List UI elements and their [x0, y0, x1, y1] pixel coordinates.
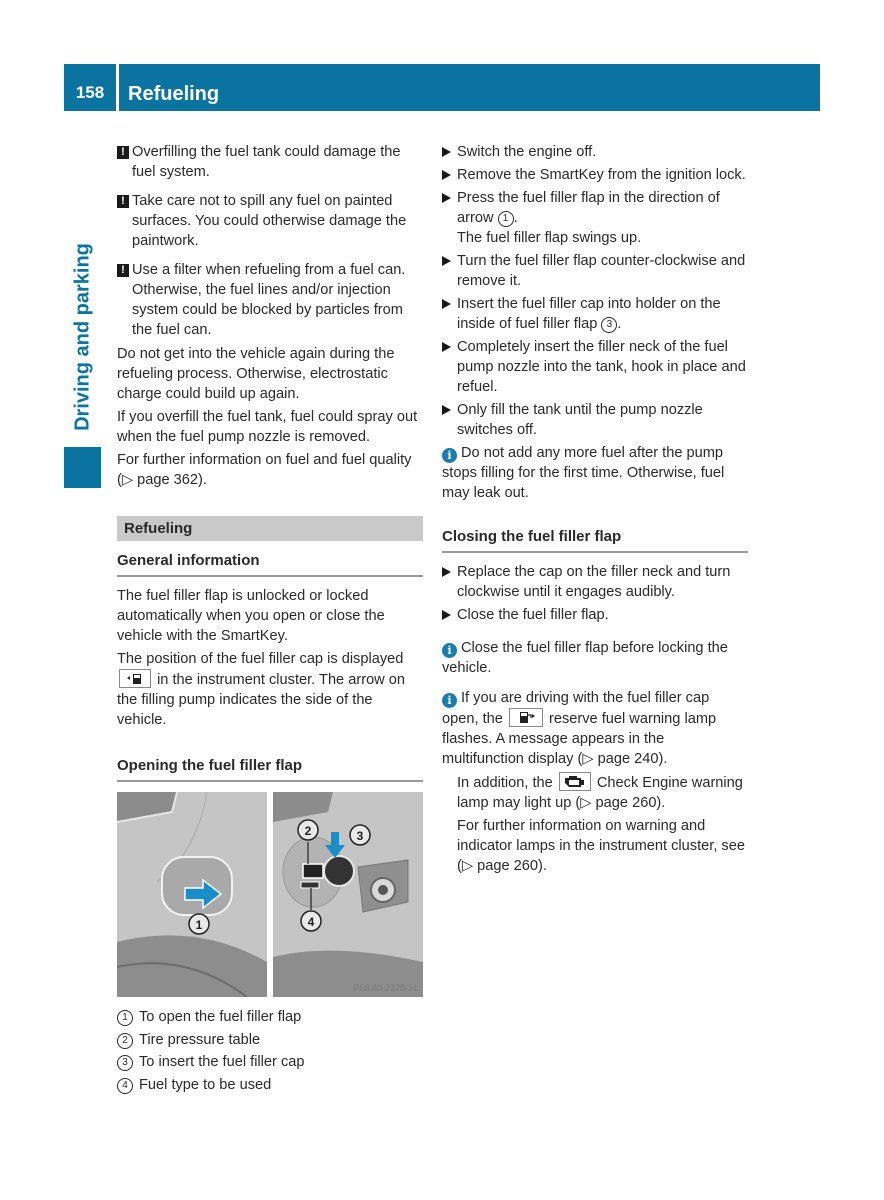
callout-reference: 3	[601, 317, 617, 333]
step-arrow-icon	[442, 147, 451, 157]
chapter-tab-label: Driving and parking	[71, 242, 94, 431]
illustration-panel-open-flap	[273, 792, 423, 997]
figure-code: P58.60-2378-31	[353, 983, 418, 993]
instruction-step	[442, 251, 748, 291]
step-result: The fuel filler flap swings up.	[457, 230, 642, 246]
page-number: 158	[75, 83, 105, 102]
svg-text:3: 3	[356, 829, 364, 843]
illustration-panel-closed-flap	[117, 792, 267, 997]
instruction-step	[442, 562, 748, 602]
legend-item	[117, 1074, 423, 1097]
info-note	[442, 638, 748, 678]
warning-text: Overfilling the fuel tank could damage the fuel system.	[132, 144, 401, 180]
legend-item	[117, 1006, 423, 1029]
step-arrow-icon	[442, 170, 451, 180]
chapter-tab	[64, 235, 102, 438]
info-continuation	[442, 772, 748, 813]
callout-number: 2	[117, 1033, 133, 1049]
text: Check Engine warning lamp may light up (▷ page 260).	[457, 775, 743, 811]
instruction-step	[442, 294, 748, 334]
svg-text:1: 1	[195, 918, 203, 932]
instruction-step	[442, 400, 748, 440]
info-icon: i	[442, 643, 457, 658]
step-text: Turn the fuel filler flap counter-clockwise and remove it.	[457, 253, 746, 289]
page-reference-paragraph: For further information on fuel and fuel quality (▷ page 362).	[117, 452, 412, 488]
info-text: If you are driving with the fuel filler cap open, the	[442, 690, 710, 727]
step-arrow-icon	[442, 567, 451, 577]
step-text: Insert the fuel filler cap into holder on the inside of fuel filler flap	[457, 296, 721, 332]
subheading-opening-fuel-filler-flap: Opening the fuel filler flap	[117, 756, 423, 782]
legend-text: Fuel type to be used	[139, 1076, 272, 1093]
step-arrow-icon	[442, 610, 451, 620]
step-text: Completely insert the filler neck of the fuel pump nozzle into the tank, hook in place and refuel.	[457, 339, 746, 395]
paragraph: If you overfill the fuel tank, fuel could spray out when the fuel pump nozzle is removed.	[117, 409, 418, 445]
section-title-bar: Refueling	[117, 516, 423, 541]
step-arrow-icon	[442, 193, 451, 203]
callout-reference: 1	[498, 211, 514, 227]
figure-legend	[117, 1006, 423, 1096]
info-text: Close the fuel filler flap before locking the vehicle.	[442, 640, 728, 676]
legend-item	[117, 1029, 423, 1052]
warning-icon: !	[117, 264, 129, 277]
text: For further information on warning and indicator lamps in the instrument cluster, see (▷ page 260).	[457, 818, 745, 874]
instruction-step	[442, 142, 748, 162]
callout-number: 4	[117, 1078, 133, 1094]
paragraph: Do not get into the vehicle again during the refueling process. Otherwise, electrostatic charge could build up again.	[117, 346, 395, 402]
left-column	[117, 142, 423, 1096]
fuel-cap-position-icon	[119, 669, 151, 688]
instruction-step	[442, 605, 748, 625]
paragraph: The fuel filler flap is unlocked or locked automatically when you open or close the vehicle with the SmartKey.	[117, 588, 385, 644]
instruction-step	[442, 337, 748, 397]
warning-text: Use a filter when refueling from a fuel can. Otherwise, the fuel lines and/or injection system could be blocked by particles from the fuel can.	[132, 262, 406, 338]
subheading-closing-fuel-filler-flap: Closing the fuel filler flap	[442, 527, 748, 553]
step-text: Press the fuel filler flap in the direction of arrow	[457, 190, 720, 226]
right-column	[442, 142, 748, 879]
paragraph	[117, 649, 423, 730]
punctuation: .	[513, 210, 518, 226]
step-text: Replace the cap on the filler neck and turn clockwise until it engages audibly.	[457, 564, 731, 600]
subheading-general-information: General information	[117, 551, 423, 577]
legend-item	[117, 1051, 423, 1074]
svg-text:2: 2	[304, 824, 312, 838]
step-text: Remove the SmartKey from the ignition lock.	[457, 167, 746, 183]
warning-icon: !	[117, 146, 129, 159]
step-arrow-icon	[442, 256, 451, 266]
check-engine-lamp-icon	[559, 772, 591, 791]
info-text: Do not add any more fuel after the pump stops filling for the first time. Otherwise, fuel may leak out.	[442, 445, 725, 501]
text: In addition, the	[457, 775, 553, 791]
warning-note	[117, 260, 423, 340]
warning-note	[117, 191, 423, 251]
warning-icon: !	[117, 195, 129, 208]
info-icon: i	[442, 448, 457, 463]
instruction-step	[442, 188, 748, 248]
legend-text: Tire pressure table	[139, 1031, 261, 1048]
info-note	[442, 688, 748, 876]
step-text: Close the fuel filler flap.	[457, 607, 609, 623]
reserve-fuel-lamp-icon	[509, 708, 543, 727]
info-continuation	[442, 816, 748, 876]
text: in the instrument cluster. The arrow on the filling pump indicates the side of the vehicle.	[117, 672, 406, 728]
text: The position of the fuel filler cap is displayed	[117, 651, 404, 667]
step-arrow-icon	[442, 342, 451, 352]
info-icon: i	[442, 693, 457, 708]
instruction-step	[442, 165, 748, 185]
legend-text: To open the fuel filler flap	[139, 1009, 302, 1025]
info-text: reserve fuel warning lamp flashes. A message appears in the multifunction display (▷ page 240).	[442, 711, 717, 767]
chapter-tab-marker	[64, 447, 101, 488]
step-arrow-icon	[442, 299, 451, 309]
warning-note	[117, 142, 423, 182]
punctuation: .	[617, 316, 622, 332]
warning-text: Take care not to spill any fuel on painted surfaces. You could otherwise damage the paintwork.	[132, 193, 407, 249]
legend-text: To insert the fuel filler cap	[139, 1054, 305, 1070]
info-note	[442, 443, 748, 503]
step-arrow-icon	[442, 405, 451, 415]
fuel-filler-flap-illustration	[117, 792, 423, 997]
header-divider	[116, 64, 119, 111]
step-text: Switch the engine off.	[457, 144, 597, 160]
step-text: Only fill the tank until the pump nozzle switches off.	[457, 402, 703, 438]
page-title: Refueling	[128, 83, 220, 105]
callout-number: 1	[117, 1010, 133, 1026]
svg-text:4: 4	[307, 915, 315, 929]
callout-number: 3	[117, 1055, 133, 1071]
